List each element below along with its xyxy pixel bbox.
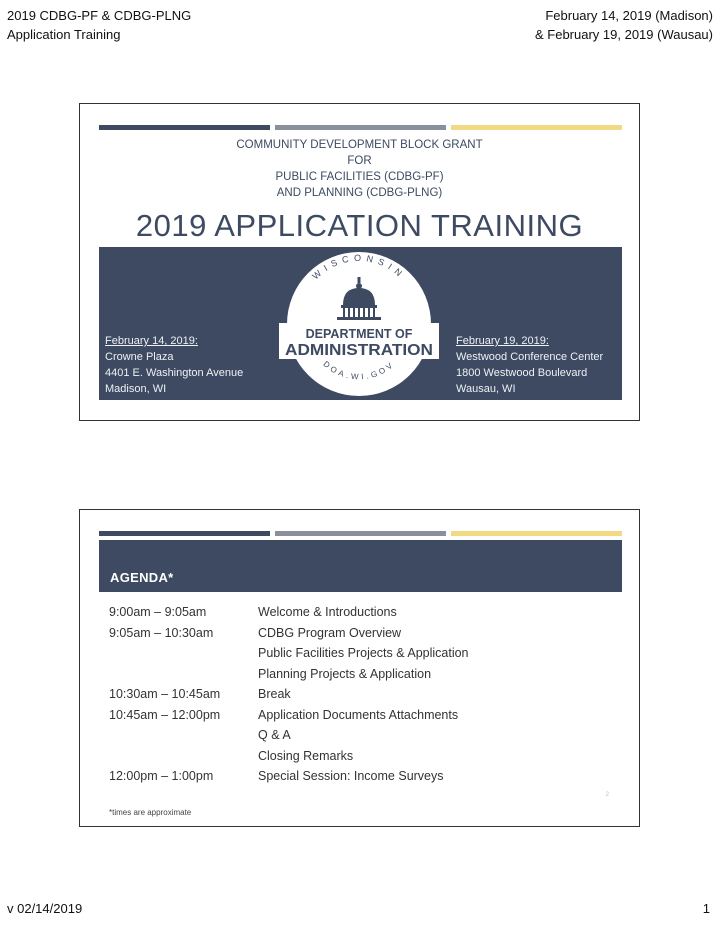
- agenda-time: 10:45am – 12:00pm: [109, 707, 221, 722]
- doa-logo: [279, 247, 439, 400]
- subtitle-line: FOR: [347, 155, 372, 167]
- logo-arc-bottom: DOA.WI.GOV: [321, 359, 397, 382]
- subtitle-line: COMMUNITY DEVELOPMENT BLOCK GRANT: [236, 139, 483, 151]
- slide-title: [79, 103, 640, 421]
- title-band: [99, 247, 622, 400]
- logo-arc-top: WISCONSIN: [310, 252, 408, 282]
- agenda-time: 9:00am – 9:05am: [109, 605, 207, 619]
- accent-bar-navy: [99, 125, 270, 130]
- agenda-item: Special Session: Income Surveys: [258, 769, 444, 783]
- agenda-time: 10:30am – 10:45am: [109, 687, 221, 701]
- location-date: February 19, 2019:: [456, 335, 549, 347]
- agenda-item: CDBG Program Overview: [258, 625, 402, 640]
- agenda-item: Planning Projects & Application: [258, 666, 432, 681]
- slide-subtitle: [80, 137, 639, 201]
- location-venue: Westwood Conference Center: [456, 351, 604, 363]
- location-city: Wausau, WI: [456, 383, 516, 395]
- agenda-item: Application Documents Attachments: [258, 707, 459, 722]
- header-date-wausau: & February 19, 2019 (Wausau): [535, 27, 713, 42]
- subtitle-line: PUBLIC FACILITIES (CDBG-PF): [275, 171, 444, 183]
- accent-bar-gray: [275, 125, 446, 130]
- agenda-title: AGENDA*: [110, 570, 174, 585]
- agenda-footnote: *times are approximate: [109, 808, 192, 817]
- header-course-title: 2019 CDBG-PF & CDBG-PLNG: [7, 8, 192, 23]
- agenda-time: 12:00pm – 1:00pm: [109, 769, 214, 783]
- location-address: 4401 E. Washington Avenue: [105, 367, 244, 379]
- agenda-item: Closing Remarks: [258, 748, 354, 763]
- slide-agenda: [79, 509, 640, 827]
- location-madison: [105, 333, 243, 397]
- page-header-left: [7, 6, 191, 44]
- agenda-item: Q & A: [258, 728, 291, 742]
- agenda-item: Welcome & Introductions: [258, 605, 397, 619]
- header-course-subtitle: Application Training: [7, 27, 121, 42]
- slide-number: 2: [605, 792, 609, 798]
- accent-bars: [99, 125, 622, 130]
- accent-bar-gray: [275, 531, 446, 536]
- location-date: February 14, 2019:: [105, 335, 198, 347]
- agenda-item: Public Facilities Projects & Application: [258, 646, 469, 660]
- location-city: Madison, WI: [105, 383, 167, 395]
- subtitle-line: AND PLANNING (CDBG-PLNG): [276, 187, 443, 199]
- agenda-item: Break: [258, 687, 291, 701]
- header-date-madison: February 14, 2019 (Madison): [545, 8, 713, 23]
- logo-line2: ADMINISTRATION: [285, 342, 433, 359]
- agenda-time: 9:05am – 10:30am: [109, 625, 214, 640]
- logo-line1: DEPARTMENT OF: [305, 327, 413, 341]
- footer-version: v 02/14/2019: [7, 901, 83, 916]
- page-header-right: [535, 6, 713, 44]
- agenda-header-band: [99, 540, 622, 592]
- slide-main-title: 2019 APPLICATION TRAINING: [135, 208, 584, 243]
- footer-page-number: 1: [702, 901, 710, 916]
- location-venue: Crowne Plaza: [105, 351, 174, 363]
- accent-bar-gold: [451, 125, 622, 130]
- accent-bars: [99, 531, 622, 536]
- accent-bar-navy: [99, 531, 270, 536]
- location-address: 1800 Westwood Boulevard: [456, 367, 588, 379]
- location-wausau: [456, 333, 603, 397]
- accent-bar-gold: [451, 531, 622, 536]
